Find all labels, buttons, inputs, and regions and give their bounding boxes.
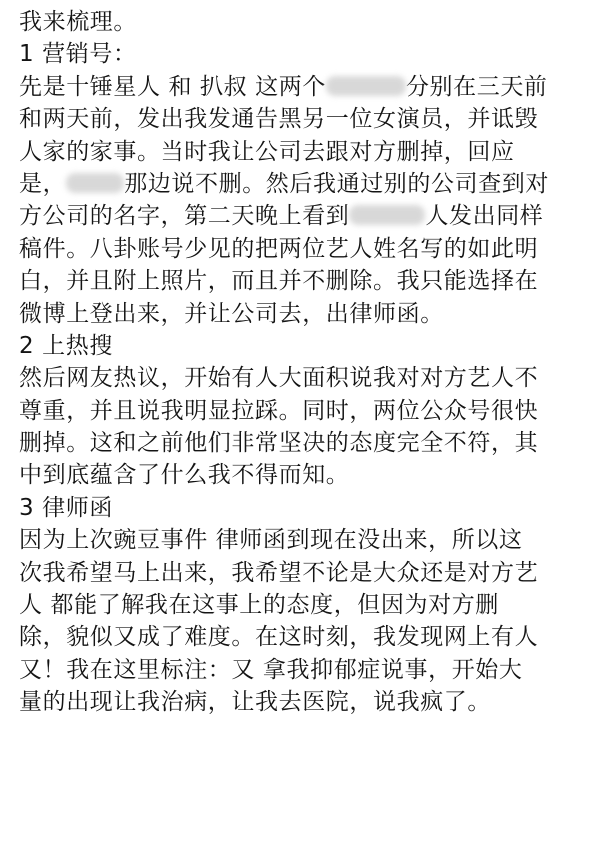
text-line: 和两天前，发出我发通告黑另一位女演员，并诋毁 <box>19 106 539 133</box>
text-line <box>19 200 603 232</box>
text-line: 稿件。八卦账号少见的把两位艺人姓名写的如此明 <box>19 235 539 262</box>
redacted-blur <box>326 76 406 96</box>
text-line: 又！我在这里标注：又 拿我抑郁症说事，开始大 <box>19 656 523 683</box>
text-line: 我来梳理。 <box>19 9 137 35</box>
text-line: 除，貌似又成了难度。在这时刻，我发现网上有人 <box>19 624 539 651</box>
text-segment: 先是十锤星人 和 扒叔 这两个 <box>19 73 326 100</box>
text-line: 尊重，并且说我明显拉踩。同时，两位公众号很快 <box>19 397 539 424</box>
text-line <box>19 168 603 200</box>
text-line: 1 营销号： <box>19 41 137 68</box>
text-line: 量的出现让我治病，让我去医院，说我疯了。 <box>19 689 491 716</box>
redacted-blur <box>66 173 124 193</box>
text-line: 2 上热搜 <box>19 332 113 359</box>
text-segment: 分别在三天前 <box>405 73 548 100</box>
text-segment: 方公司的名字，第二天晚上看到 <box>19 203 350 230</box>
text-line: 中到底蕴含了什么我不得而知。 <box>19 462 350 489</box>
redacted-blur <box>349 205 425 225</box>
text-line: 3 律师函 <box>19 494 113 521</box>
text-line: 因为上次豌豆事件 律师函到现在没出来，所以这 <box>19 527 523 554</box>
text-line: 人家的家事。当时我让公司去跟对方删掉，回应 <box>19 138 515 165</box>
text-line <box>19 71 603 103</box>
text-segment: 是， <box>19 170 67 197</box>
text-segment: 人发出同样 <box>425 203 544 230</box>
text-line: 白，并且附上照片，而且并不删除。我只能选择在 <box>19 268 539 295</box>
text-segment: 那边说不删。然后我通过别的公司查到对 <box>124 170 550 197</box>
text-line: 然后网友热议，开始有人大面积说我对对方艺人不 <box>19 365 539 392</box>
text-line: 删掉。这和之前他们非常坚决的态度完全不符，其 <box>19 430 539 457</box>
text-line: 微博上登出来，并让公司去，出律师函。 <box>19 300 444 327</box>
text-line: 人 都能了解我在这事上的态度，但因为对方删 <box>19 592 499 619</box>
text-line: 次我希望马上出来，我希望不论是大众还是对方艺 <box>19 559 539 586</box>
